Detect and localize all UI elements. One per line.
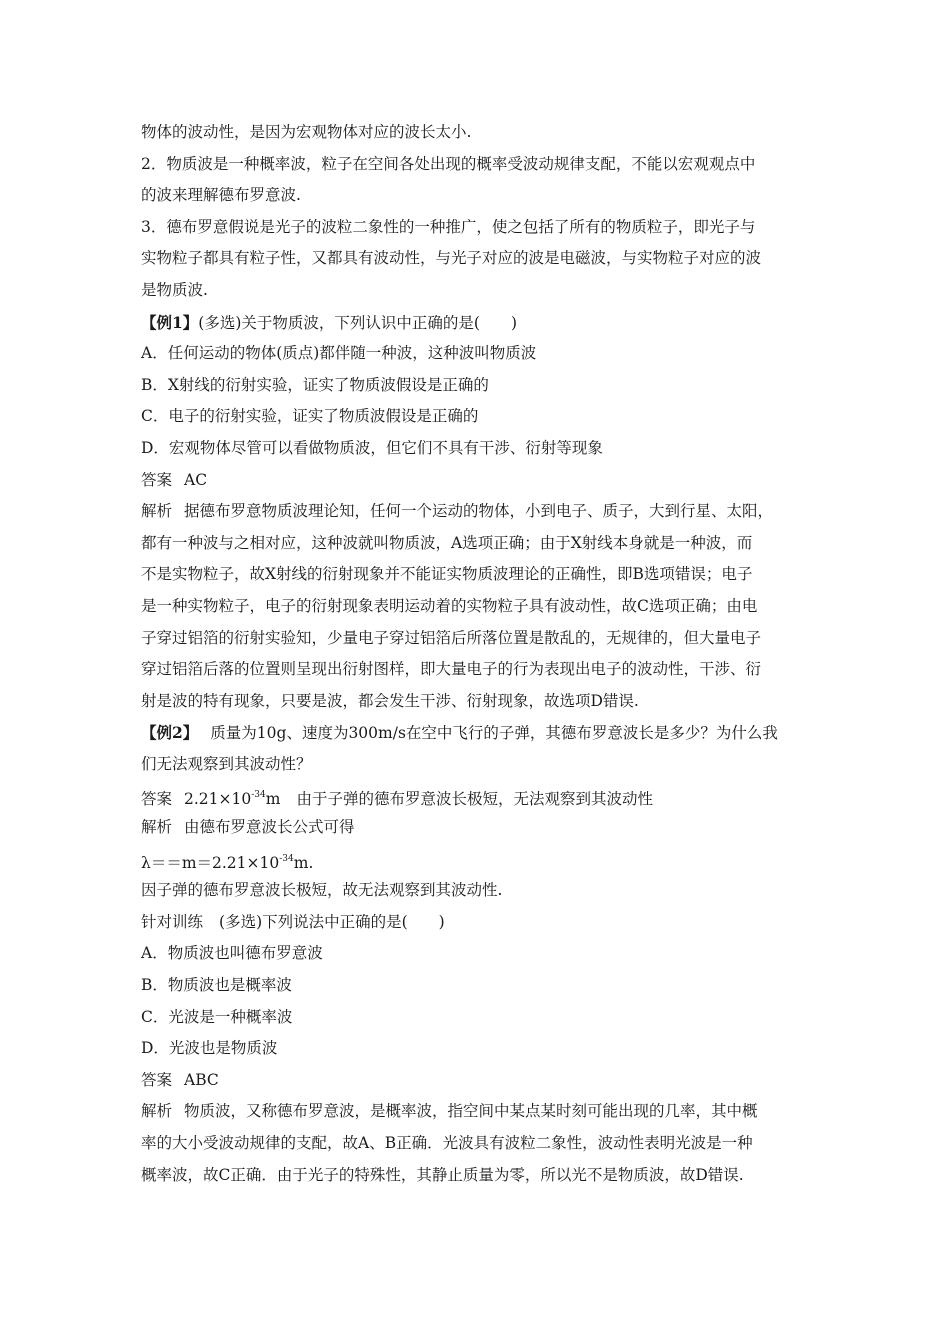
example-1-analysis-line-3: 不是实物粒子，故X射线的衍射现象并不能证实物质波理论的正确性，即B选项错误；电子 [141,565,753,584]
drill-question [141,907,821,939]
intro-line-1: 物体的波动性，是因为宏观物体对应的波长太小. [141,123,472,141]
drill-analysis-line-2: 率的大小受波动规律的支配，故A、B正确．光波具有波粒二象性，波动性表明光波是一种 [141,1134,753,1152]
example-2-tag: 【例2】 [141,723,199,743]
example-2-conclusion: 因子弹的德布罗意波长极短，故无法观察到其波动性. [141,881,503,900]
example-1-analysis-line-7: 射是波的特有现象，只要是波，都会发生干涉、衍射现象，故选项D错误. [141,691,639,710]
drill-answer [141,1065,821,1097]
point-3-line-2: 实物粒子都具有粒子性，又都具有波动性，与光子对应的波是电磁波，与实物粒子对应的波 [141,249,762,268]
example-1-analysis-line-1 [141,496,821,528]
analysis-label: 解析 [141,818,173,837]
example-2-question-line-1 [141,717,821,749]
point-3-line-1: 3．德布罗意假说是光子的波粒二象性的一种推广，使之包括了所有的物质粒子，即光子与 [141,217,756,236]
answer-label: 答案 [141,470,173,489]
document-page [141,117,821,1191]
example-1-option-c: C．电子的衍射实验，证实了物质波假设是正确的 [141,407,479,426]
drill-analysis-line-1 [141,1096,821,1128]
drill-question-text: (多选)下列说法中正确的是( ) [219,912,445,931]
example-1-analysis-line-2: 都有一种波与之相对应，这种波就叫物质波，A选项正确；由于X射线本身就是一种波，而 [141,533,753,552]
formula-main: λ＝＝m＝2.21×10 [141,853,280,872]
analysis-text: 据德布罗意物质波理论知，任何一个运动的物体，小到电子、质子，大到行星、太阳， [184,502,774,521]
example-2-question-text: 质量为10g、速度为300m/s在空中飞行的子弹，其德布罗意波长是多少？为什么我 [210,724,778,743]
example-1-question [141,307,821,339]
answer-text: 由于子弹的德布罗意波长极短，无法观察到其波动性 [296,790,653,809]
drill-option-b: B．物质波也是概率波 [141,976,292,995]
answer-unit: m [265,790,281,809]
example-1-tag: 【例1】 [141,312,199,332]
analysis-label: 解析 [141,1102,173,1121]
example-1-option-a: A．任何运动的物体(质点)都伴随一种波，这种波叫物质波 [141,344,537,363]
answer-number: 2.21×10 [184,790,252,809]
example-1-option-d: D．宏观物体尽管可以看做物质波，但它们不具有干涉、衍射等现象 [141,438,603,457]
answer-value: AC [184,470,208,489]
formula-tail: m. [293,853,314,872]
drill-option-a: A．物质波也叫德布罗意波 [141,944,323,963]
example-2-formula [141,844,821,876]
point-2-line-1: 2．物质波是一种概率波，粒子在空间各处出现的概率受波动规律支配，不能以宏观观点中 [141,154,756,173]
point-2-line-2: 的波来理解德布罗意波. [141,186,301,205]
point-3-line-3: 是物质波. [141,280,208,299]
answer-label: 答案 [141,1070,173,1089]
example-2-answer [141,780,821,812]
example-2-analysis [141,812,821,844]
drill-title: 针对训练 [141,912,204,931]
example-2-question-line-2: 们无法观察到其波动性？ [141,754,312,773]
example-1-answer [141,465,821,497]
answer-label: 答案 [141,790,173,809]
example-1-option-b: B．X射线的衍射实验，证实了物质波假设是正确的 [141,375,489,394]
analysis-text: 物质波，又称德布罗意波，是概率波，指空间中某点某时刻可能出现的几率，其中概 [184,1102,758,1121]
analysis-label: 解析 [141,502,173,521]
example-1-question-text: (多选)关于物质波，下列认识中正确的是( ) [198,313,517,332]
drill-analysis-line-3: 概率波，故C正确．由于光子的特殊性，其静止质量为零，所以光不是物质波，故D错误. [141,1165,744,1184]
drill-option-d: D．光波也是物质波 [141,1039,278,1058]
example-1-analysis-line-5: 子穿过铝箔的衍射实验知，少量电子穿过铝箔后所落位置是散乱的，无规律的，但大量电子 [141,628,762,647]
drill-option-c: C．光波是一种概率波 [141,1007,293,1026]
answer-exponent: -34 [251,790,266,801]
answer-value: ABC [184,1070,219,1089]
example-1-analysis-line-6: 穿过铝箔后落的位置则呈现出衍射图样，即大量电子的行为表现出电子的波动性，干涉、衍 [141,660,762,679]
analysis-text: 由德布罗意波长公式可得 [184,818,355,837]
formula-exponent: -34 [279,853,294,864]
example-1-analysis-line-4: 是一种实物粒子，电子的衍射现象表明运动着的实物粒子具有波动性，故C选项正确；由电 [141,596,758,615]
